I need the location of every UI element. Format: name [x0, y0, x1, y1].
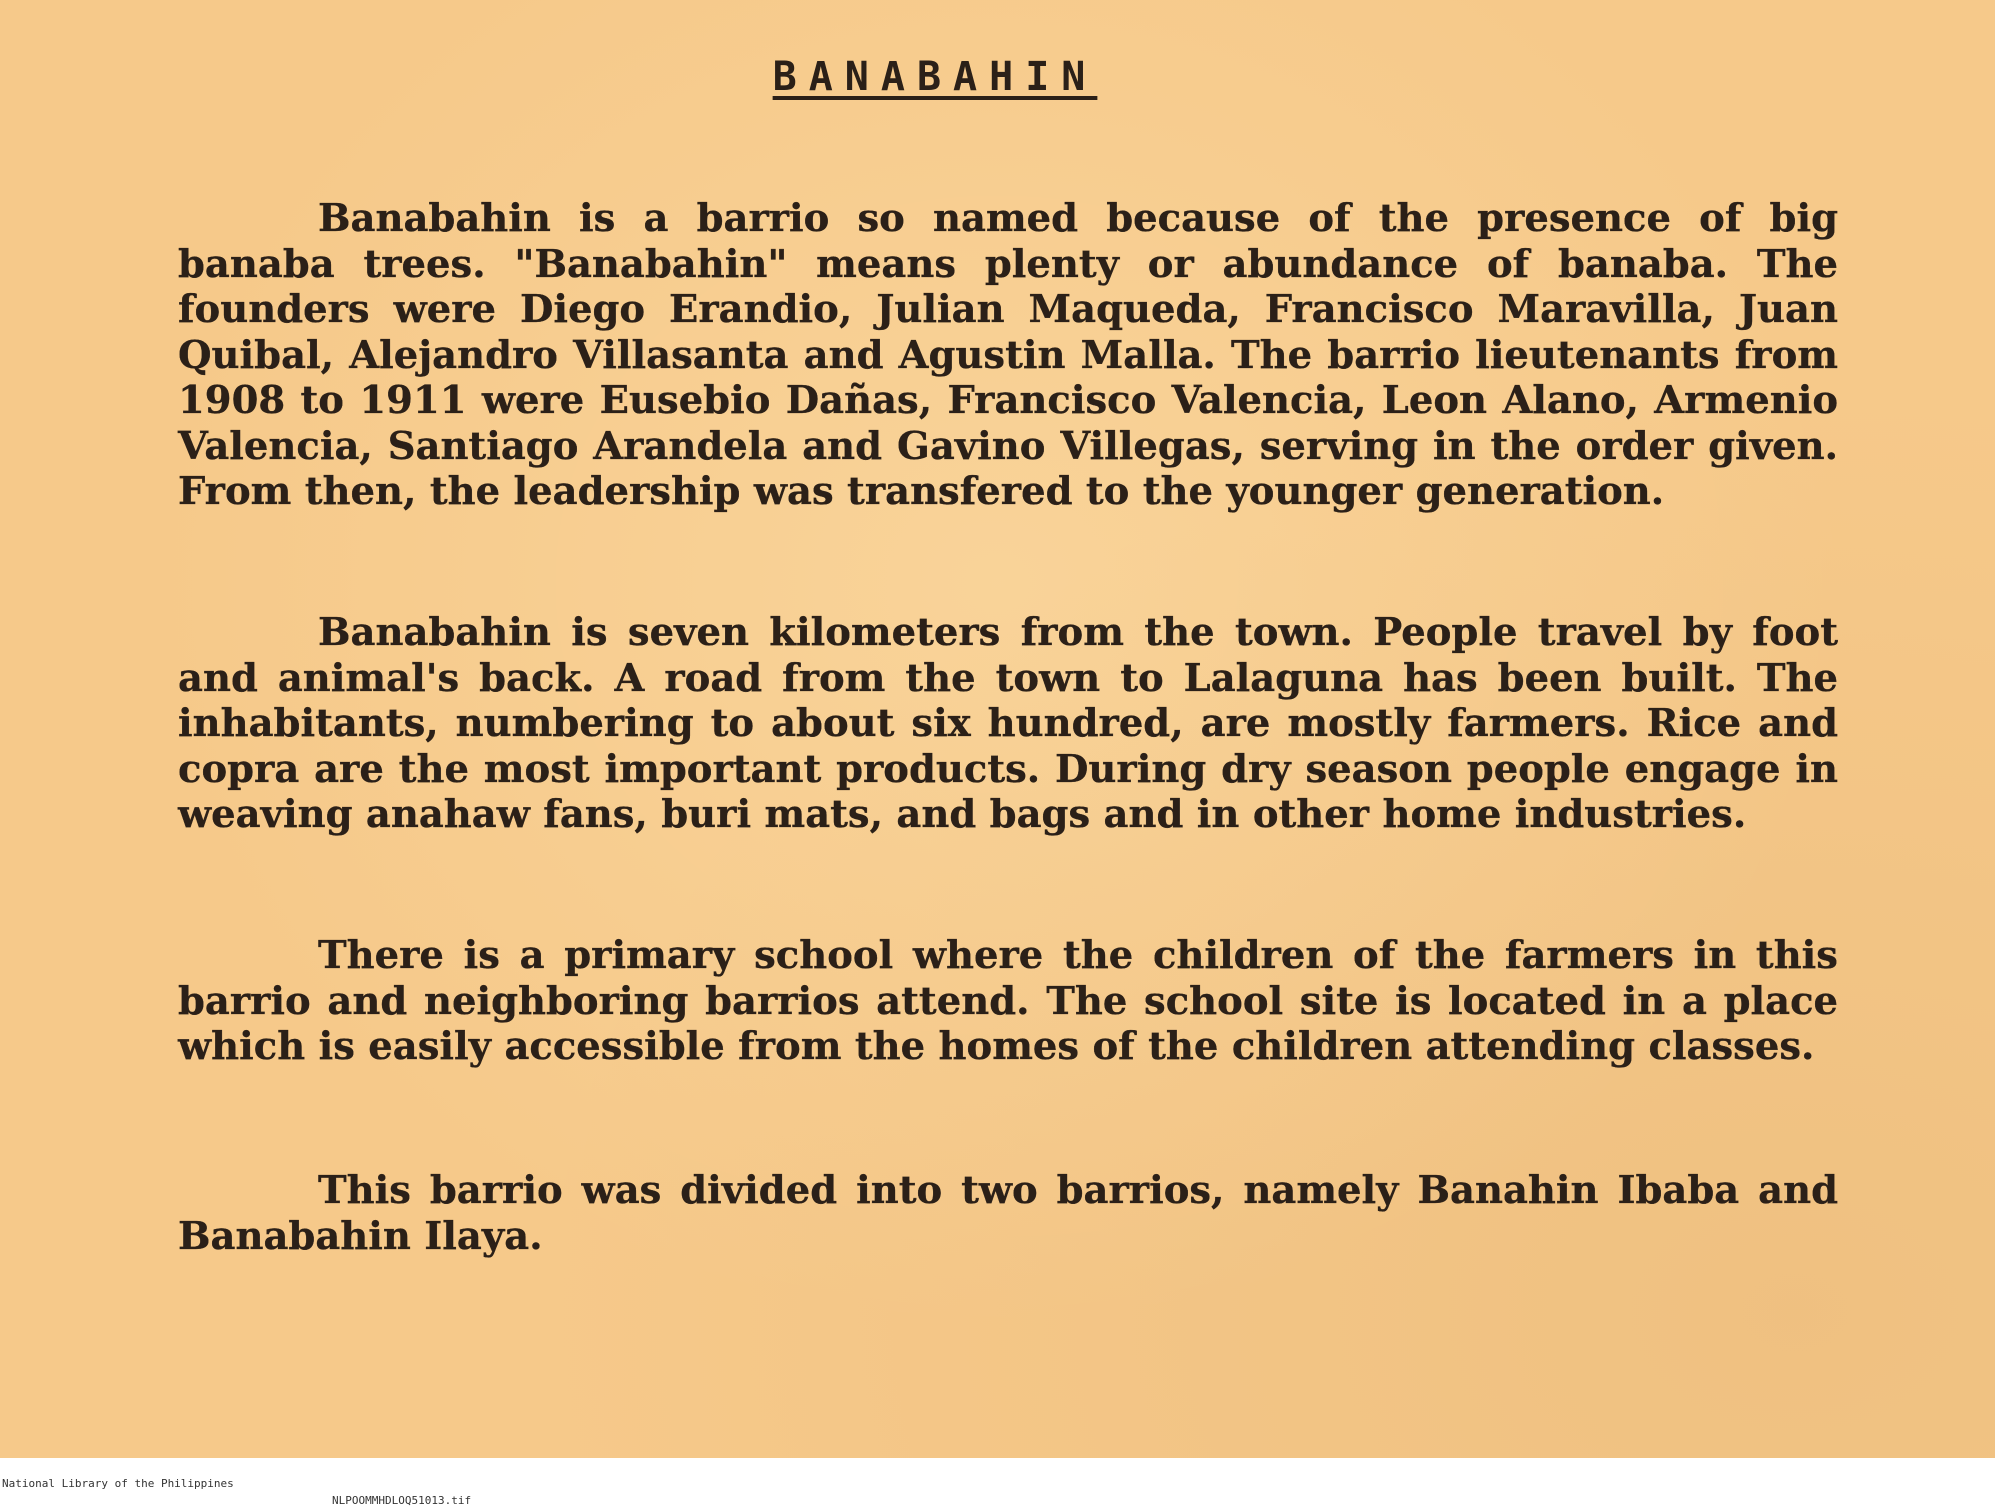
scan-footer [0, 1458, 1995, 1507]
document-title: BANABAHIN [772, 54, 1098, 100]
paragraph-origin: Banabahin is a barrio so named because of the presence of big banaba trees. "Banabahin" means plenty or abundance of banaba. The founders were Diego Erandio, Julian Maqueda, Francisco Maravilla, Juan Quibal, Alejandro Villasanta and Agustin Malla. The barrio lieutenants from 1908 to 1911 were Eusebio Dañas, Francisco Valencia, Leon Alano, Armenio Valencia, Santiago Arandela and Gavino Villegas, serving in the order given. From then, the leadership was transfered to the younger generation. [178, 196, 1838, 514]
paragraph-location: Banabahin is seven kilometers from the town. People travel by foot and animal's back. A road from the town to Lalaguna has been built. The inhabitants, numbering to about six hundred, are mostly farmers. Rice and copra are the most important products. During dry season people engage in weaving anahaw fans, buri mats, and bags and in other home industries. [178, 610, 1838, 837]
paragraph-division: This barrio was divided into two barrios, namely Banahin Ibaba and Banabahin Ilaya. [178, 1168, 1838, 1259]
footer-filename: NLPOOMMHDLOQ51013.tif [332, 1494, 472, 1507]
paragraph-school: There is a primary school where the children of the farmers in this barrio and neighboring barrios attend. The school site is located in a place which is easily accessible from the homes of the children attending classes. [178, 933, 1838, 1069]
footer-source: National Library of the Philippines [2, 1477, 234, 1490]
